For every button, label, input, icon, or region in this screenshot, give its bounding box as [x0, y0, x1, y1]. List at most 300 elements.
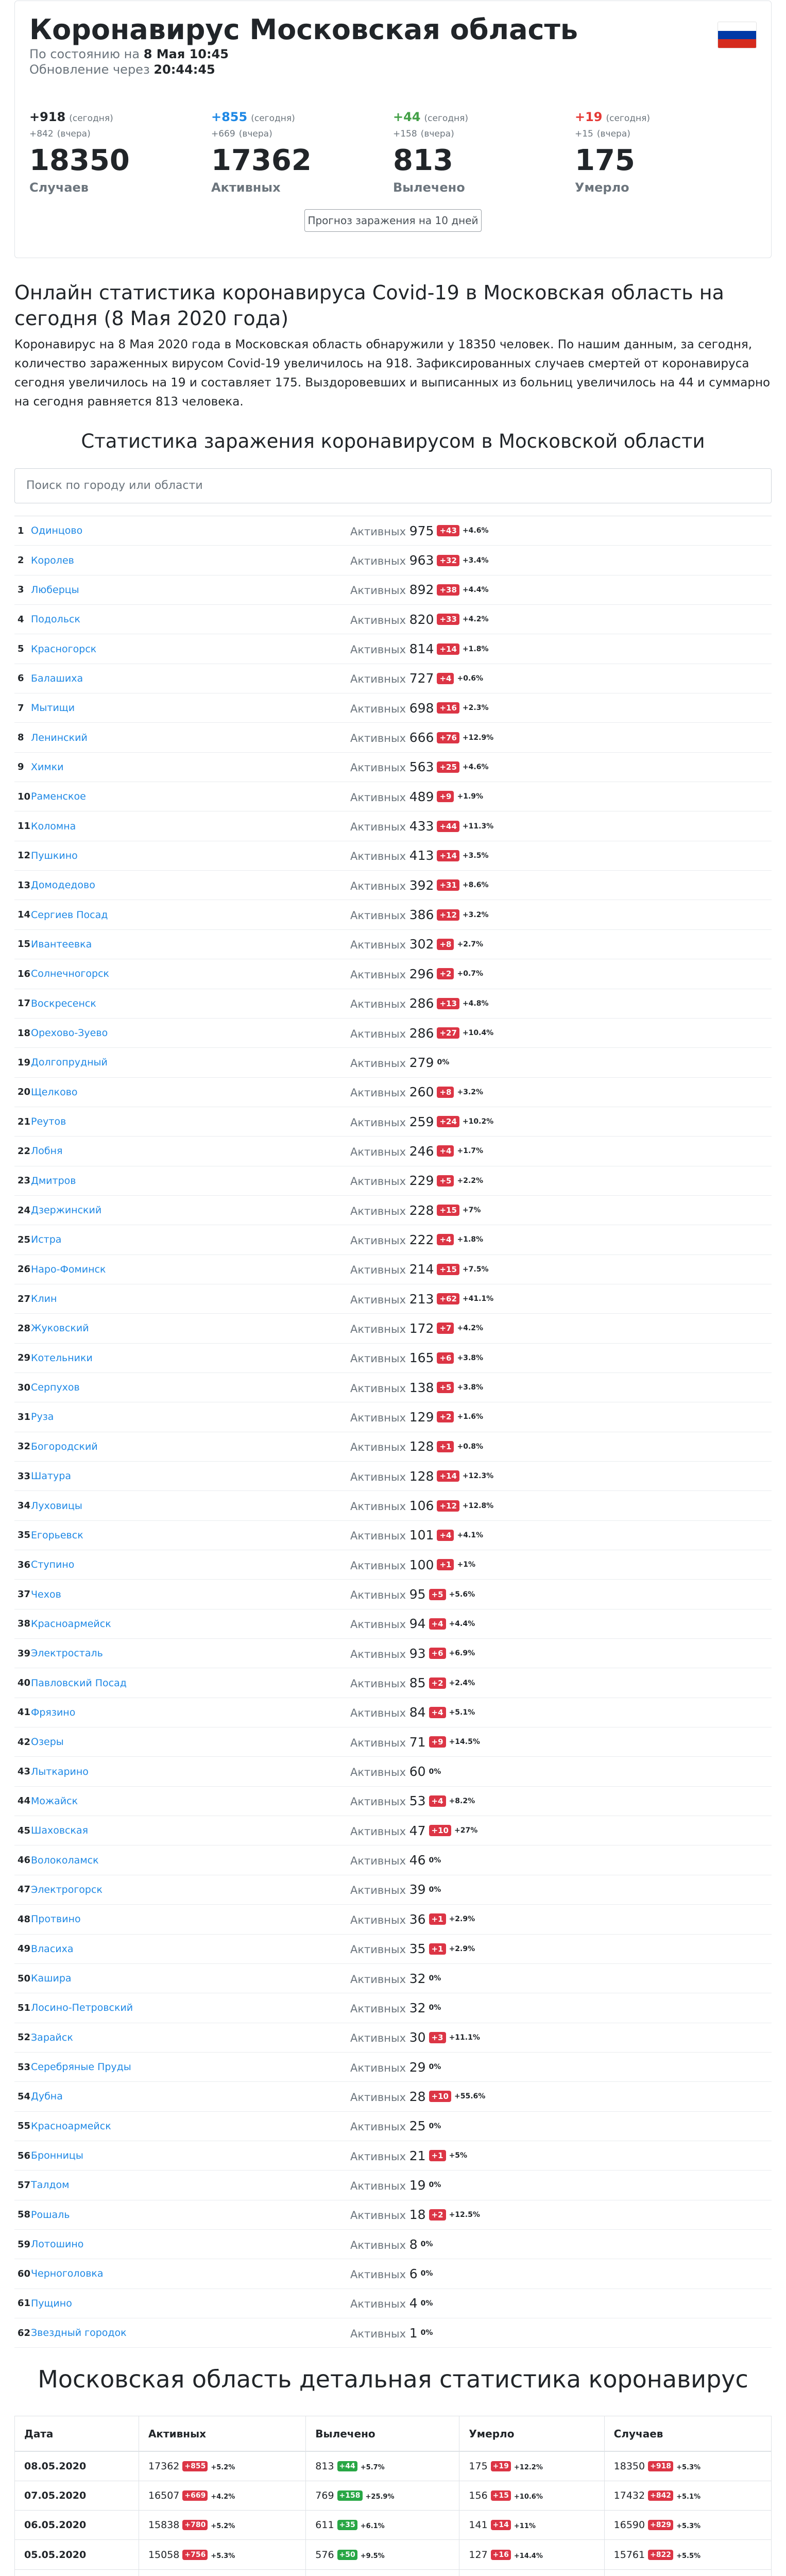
- stat-yesterday-value: +669: [211, 129, 235, 139]
- value-cell: [139, 2569, 305, 2576]
- list-item: [14, 1875, 772, 1905]
- main-heading: Онлайн статистика коронавируса Covid-19 в Московская область на сегодня (8 Мая 2020 года): [14, 281, 724, 330]
- cell-value: 127: [469, 2549, 488, 2561]
- active-label: Активных: [350, 1116, 406, 1129]
- city-link[interactable]: Сергиев Посад: [31, 909, 108, 921]
- active-count: 4: [409, 2296, 418, 2311]
- cell-value: 576: [315, 2549, 334, 2561]
- active-label: Активных: [350, 998, 406, 1011]
- delta-badge: +669: [182, 2490, 208, 2501]
- city-link[interactable]: Руза: [31, 1411, 54, 1423]
- cell-value: 611: [315, 2519, 334, 2531]
- date-cell: 08.05.2020: [15, 2451, 139, 2481]
- date-cell: 06.05.2020: [15, 2511, 139, 2540]
- city-link[interactable]: Звездный городок: [31, 2327, 127, 2339]
- city-link[interactable]: Пушкино: [31, 850, 78, 861]
- delta-percent: 0%: [429, 1974, 441, 1983]
- active-count: 666: [409, 730, 434, 745]
- list-item: [14, 871, 772, 900]
- city-active: [350, 1735, 426, 1750]
- city-link[interactable]: Домодедово: [31, 879, 95, 891]
- value-cell: [139, 2511, 305, 2540]
- value-cell: [604, 2451, 771, 2481]
- list-item: [14, 1787, 772, 1816]
- city-link[interactable]: Истра: [31, 1234, 62, 1246]
- city-link[interactable]: Луховицы: [31, 1500, 82, 1512]
- value-cell: [306, 2451, 459, 2481]
- city-link[interactable]: Щелково: [31, 1086, 78, 1098]
- list-item: [14, 1935, 772, 1964]
- delta-percent: 0%: [429, 2063, 441, 2072]
- list-item: [14, 1964, 772, 1993]
- delta-badge: +8: [437, 1087, 454, 1098]
- city-link[interactable]: Ленинский: [31, 732, 88, 743]
- active-count: 138: [409, 1380, 434, 1395]
- delta-badge: +4: [437, 1234, 454, 1245]
- city-link[interactable]: Солнечногорск: [31, 968, 110, 980]
- active-label: Активных: [350, 1943, 406, 1956]
- delta-badge: +4: [429, 1795, 446, 1807]
- delta-percent: +25.9%: [365, 2493, 395, 2501]
- city-active: [350, 730, 434, 745]
- delta-badge: +15: [437, 1205, 459, 1216]
- city-rank: 54: [18, 2091, 31, 2102]
- city-link[interactable]: Серпухов: [31, 1382, 80, 1394]
- stat-today-label: (сегодня): [606, 113, 651, 124]
- stat-today-value: +855: [211, 110, 248, 124]
- delta-percent: +1%: [457, 1561, 475, 1569]
- city-rank: 43: [18, 1766, 31, 1777]
- city-rank: 4: [18, 614, 24, 625]
- active-label: Активных: [350, 525, 406, 538]
- active-count: 698: [409, 700, 434, 716]
- stat-yesterday: [211, 125, 393, 142]
- stat-yesterday: [29, 125, 211, 142]
- list-item: [14, 1727, 772, 1757]
- delta-badge: +16: [437, 702, 459, 714]
- city-link[interactable]: Подольск: [31, 614, 80, 625]
- active-count: 101: [409, 1528, 434, 1543]
- city-link[interactable]: Балашиха: [31, 672, 83, 684]
- delta-percent: +5.5%: [676, 2552, 701, 2560]
- active-count: 25: [409, 2119, 426, 2134]
- active-label: Активных: [350, 761, 406, 774]
- delta-badge: +5: [437, 1382, 454, 1393]
- city-active: [350, 1350, 434, 1365]
- list-item: [14, 2082, 772, 2111]
- city-link[interactable]: Фрязино: [31, 1706, 76, 1718]
- stat-today-value: +44: [393, 110, 421, 124]
- city-active: [350, 1823, 426, 1838]
- city-link[interactable]: Лосино-Петровский: [31, 2002, 133, 2014]
- city-link[interactable]: Богородский: [31, 1440, 98, 1452]
- city-rank: 42: [18, 1736, 31, 1748]
- city-active: [350, 2207, 426, 2222]
- delta-percent: +2.3%: [462, 704, 489, 713]
- city-link[interactable]: Жуковский: [31, 1323, 89, 1334]
- list-item: [14, 1284, 772, 1314]
- city-active: [350, 1439, 434, 1454]
- city-link[interactable]: Дмитров: [31, 1175, 76, 1187]
- delta-percent: 0%: [429, 1885, 441, 1894]
- delta-percent: +3.8%: [457, 1383, 484, 1392]
- list-item: [14, 1078, 772, 1107]
- city-active: [350, 2326, 418, 2341]
- delta-badge: +15: [491, 2490, 511, 2501]
- city-rank: 60: [18, 2268, 31, 2279]
- city-link[interactable]: Талдом: [31, 2179, 70, 2191]
- city-link[interactable]: Зарайск: [31, 2031, 73, 2043]
- stat-today: [393, 110, 575, 125]
- city-link[interactable]: Наро-Фоминск: [31, 1263, 106, 1275]
- city-rank: 29: [18, 1352, 31, 1364]
- active-label: Активных: [350, 1441, 406, 1454]
- delta-percent: +4.6%: [462, 762, 489, 771]
- active-label: Активных: [350, 2209, 406, 2222]
- stat-value: 17362: [211, 144, 312, 177]
- delta-percent: +5.1%: [449, 1708, 475, 1717]
- city-link[interactable]: Долгопрудный: [31, 1057, 108, 1069]
- active-count: 128: [409, 1439, 434, 1454]
- city-rank: 20: [18, 1087, 31, 1098]
- city-link[interactable]: Власиха: [31, 1943, 74, 1955]
- list-item: [14, 900, 772, 929]
- city-active: [350, 2119, 426, 2133]
- city-link[interactable]: Лобня: [31, 1145, 63, 1157]
- city-rank: 16: [18, 968, 31, 979]
- active-label: Активных: [350, 1677, 406, 1690]
- list-item: [14, 989, 772, 1019]
- city-active: [350, 1144, 434, 1159]
- city-active: [350, 967, 434, 981]
- list-item: [14, 1609, 772, 1639]
- delta-badge: +855: [182, 2461, 208, 2471]
- city-link[interactable]: Бронницы: [31, 2150, 83, 2162]
- city-active: [350, 759, 434, 774]
- list-item: [14, 575, 772, 605]
- active-count: 36: [409, 1911, 426, 1927]
- delta-badge: +14: [437, 1470, 459, 1482]
- city-active: [350, 641, 434, 656]
- city-link[interactable]: Ивантеевка: [31, 938, 92, 950]
- city-link[interactable]: Красноармейск: [31, 2120, 111, 2132]
- city-rank: 10: [18, 791, 31, 802]
- active-count: 6: [409, 2266, 418, 2281]
- active-count: 28: [409, 2089, 426, 2104]
- city-link[interactable]: Электрогорск: [31, 1884, 102, 1895]
- active-label: Активных: [350, 1352, 406, 1365]
- city-rank: 39: [18, 1648, 31, 1659]
- city-link[interactable]: Королев: [31, 554, 74, 566]
- active-label: Активных: [350, 614, 406, 626]
- description: Коронавирус на 8 Мая 2020 года в Московская область обнаружили у 18350 человек. По нашим данным, за сегодня, количество зараженных вирусом Covid-19 увеличилось на 918. Зафиксированных случаев смертей от коронавируса сегодня увеличилось на 19 и составляет 175. Выздоровевших и выписанных из больниц увеличилось на 44 и суммарно на сегодня равняется 813 человека.: [14, 338, 771, 409]
- list-item: [14, 1491, 772, 1520]
- city-link[interactable]: Пущино: [31, 2297, 72, 2309]
- city-link[interactable]: Мытищи: [31, 702, 75, 714]
- active-label: Активных: [350, 879, 406, 892]
- value-cell: [604, 2540, 771, 2569]
- city-active: [350, 1173, 434, 1188]
- city-link[interactable]: Дубна: [31, 2091, 63, 2103]
- stat-label: Случаев: [29, 180, 89, 195]
- city-link[interactable]: Электросталь: [31, 1648, 103, 1659]
- active-count: 60: [409, 1764, 426, 1780]
- city-link[interactable]: Лыткарино: [31, 1766, 89, 1777]
- active-count: 18: [409, 2207, 426, 2223]
- city-link[interactable]: Красноармейск: [31, 1618, 111, 1630]
- stat-today-label: (сегодня): [69, 113, 113, 124]
- city-link[interactable]: Орехово-Зуево: [31, 1027, 108, 1039]
- city-rank: 12: [18, 850, 31, 861]
- city-link[interactable]: Лотошино: [31, 2239, 84, 2250]
- active-label: Активных: [350, 2032, 406, 2045]
- city-active: [350, 523, 434, 538]
- delta-badge: +9: [429, 1736, 446, 1748]
- city-link[interactable]: Раменское: [31, 791, 86, 803]
- stat-today-label: (сегодня): [424, 113, 469, 124]
- delta-percent: 0%: [429, 1767, 441, 1776]
- delta-percent: +4.8%: [462, 999, 489, 1008]
- cell-value: 813: [315, 2460, 334, 2472]
- active-label: Активных: [350, 702, 406, 715]
- city-active: [350, 2001, 426, 2015]
- delta-badge: +6: [437, 1352, 454, 1364]
- list-item: [14, 2259, 772, 2289]
- delta-percent: 0%: [420, 2329, 433, 2337]
- value-cell: [459, 2451, 604, 2481]
- city-link[interactable]: Химки: [31, 761, 64, 773]
- city-link[interactable]: Кашира: [31, 1973, 72, 1985]
- delta-percent: +3.5%: [462, 851, 489, 860]
- delta-badge: +829: [648, 2520, 673, 2530]
- city-link[interactable]: Клин: [31, 1293, 57, 1305]
- delta-badge: +8: [437, 939, 454, 950]
- city-active: [350, 582, 434, 597]
- active-label: Активных: [350, 1087, 406, 1099]
- city-rank: 25: [18, 1234, 31, 1245]
- city-rank: 26: [18, 1264, 31, 1275]
- city-link[interactable]: Реутов: [31, 1116, 66, 1128]
- cell-value: 18350: [613, 2460, 645, 2472]
- as-of-line: По состоянию на 8 Мая 10:45: [29, 47, 229, 61]
- delta-percent: +3.8%: [457, 1353, 484, 1362]
- city-active: [350, 2030, 426, 2045]
- delta-percent: +11%: [514, 2522, 536, 2531]
- table-header: Вылечено: [306, 2416, 459, 2451]
- delta-badge: +2: [437, 1411, 454, 1422]
- active-label: Активных: [350, 1736, 406, 1749]
- city-list: [14, 516, 772, 2348]
- delta-percent: +2.9%: [449, 1915, 475, 1924]
- list-item: [14, 1373, 772, 1402]
- city-link[interactable]: Серебряные Пруды: [31, 2061, 131, 2073]
- city-link[interactable]: Черноголовка: [31, 2268, 104, 2280]
- list-item: [14, 1993, 772, 2023]
- stat-today-label: (сегодня): [251, 113, 295, 124]
- detail-table: [14, 2416, 772, 2576]
- delta-percent: +11.1%: [449, 2033, 480, 2042]
- city-link[interactable]: Павловский Посад: [31, 1677, 127, 1689]
- list-item: [14, 930, 772, 959]
- city-link[interactable]: Волоколамск: [31, 1854, 99, 1866]
- city-active: [350, 2266, 418, 2281]
- active-count: 129: [409, 1409, 434, 1425]
- city-link[interactable]: Рошаль: [31, 2209, 70, 2221]
- delta-badge: +16: [491, 2550, 511, 2560]
- city-link[interactable]: Дзержинский: [31, 1205, 102, 1216]
- active-count: 95: [409, 1587, 426, 1602]
- table-row: [15, 2540, 772, 2569]
- cell-value: 175: [469, 2460, 488, 2472]
- date-cell: 05.05.2020: [15, 2540, 139, 2569]
- city-link[interactable]: Чехов: [31, 1588, 61, 1600]
- active-count: 229: [409, 1173, 434, 1189]
- table-header: Умерло: [459, 2416, 604, 2451]
- city-link[interactable]: Шаховская: [31, 1825, 89, 1837]
- delta-badge: +1: [429, 1943, 446, 1955]
- active-count: 172: [409, 1320, 434, 1336]
- active-label: Активных: [350, 1027, 406, 1040]
- delta-percent: 0%: [429, 2181, 441, 2190]
- stat-today: [575, 110, 757, 125]
- list-item: [14, 811, 772, 841]
- list-item: [14, 693, 772, 723]
- delta-percent: +5.2%: [211, 2522, 235, 2531]
- list-item: [14, 634, 772, 664]
- delta-badge: +1: [437, 1441, 454, 1452]
- active-count: 19: [409, 2177, 426, 2193]
- list-item: [14, 2289, 772, 2318]
- list-item: [14, 959, 772, 989]
- active-label: Активных: [350, 1205, 406, 1217]
- list-item: [14, 1845, 772, 1875]
- city-link[interactable]: Люберцы: [31, 584, 79, 596]
- city-rank: 41: [18, 1707, 31, 1718]
- delta-badge: +14: [491, 2520, 511, 2530]
- city-link[interactable]: Протвино: [31, 1913, 81, 1925]
- list-item: [14, 1137, 772, 1166]
- delta-percent: 0%: [429, 2004, 441, 2012]
- delta-percent: +12.3%: [462, 1472, 494, 1481]
- list-item: [14, 2171, 772, 2200]
- delta-percent: +4.2%: [457, 1324, 484, 1333]
- delta-badge: +14: [437, 643, 459, 655]
- city-link[interactable]: Озеры: [31, 1736, 64, 1748]
- delta-badge: +33: [437, 614, 459, 625]
- city-link[interactable]: Шатура: [31, 1470, 71, 1482]
- active-label: Активных: [350, 1057, 406, 1070]
- city-link[interactable]: Егорьевск: [31, 1529, 83, 1541]
- delta-badge: +822: [648, 2550, 673, 2560]
- delta-percent: +1.9%: [457, 792, 484, 801]
- table-header: Случаев: [604, 2416, 771, 2451]
- delta-percent: +12.5%: [449, 2210, 480, 2219]
- city-rank: 18: [18, 1027, 31, 1039]
- active-label: Активных: [350, 821, 406, 834]
- city-active: [350, 996, 434, 1011]
- city-link[interactable]: Коломна: [31, 820, 76, 832]
- list-item: [14, 1314, 772, 1343]
- active-count: 21: [409, 2148, 426, 2163]
- list-item: [14, 1816, 772, 1845]
- city-active: [350, 1203, 434, 1218]
- city-rank: 56: [18, 2150, 31, 2161]
- delta-percent: +7.5%: [462, 1265, 489, 1274]
- cell-value: 16507: [148, 2489, 180, 2501]
- stat-yesterday-value: +158: [393, 129, 417, 139]
- active-count: 892: [409, 582, 434, 598]
- delta-percent: +5%: [449, 2151, 468, 2160]
- active-label: Активных: [350, 968, 406, 981]
- city-rank: 21: [18, 1116, 31, 1127]
- city-rank: 24: [18, 1205, 31, 1216]
- list-item: [14, 664, 772, 693]
- city-rank: 6: [18, 673, 24, 684]
- table-row: [15, 2481, 772, 2510]
- stat-value: 175: [575, 144, 635, 177]
- city-link[interactable]: Одинцово: [31, 525, 83, 537]
- active-label: Активных: [350, 1175, 406, 1188]
- delta-badge: +44: [437, 821, 459, 832]
- city-link[interactable]: Красногорск: [31, 643, 97, 655]
- delta-percent: +12.9%: [462, 733, 494, 742]
- city-active: [350, 1941, 426, 1956]
- city-link[interactable]: Воскресенск: [31, 997, 96, 1009]
- search-input[interactable]: Поиск по городу или области: [14, 468, 772, 503]
- delta-badge: +842: [648, 2490, 673, 2501]
- list-item: [14, 516, 772, 546]
- delta-badge: +35: [337, 2520, 357, 2530]
- date-cell: 07.05.2020: [15, 2481, 139, 2510]
- list-item: [14, 782, 772, 811]
- list-item: [14, 1255, 772, 1284]
- active-count: 563: [409, 759, 434, 775]
- city-link[interactable]: Котельники: [31, 1352, 93, 1364]
- city-rank: 61: [18, 2298, 31, 2309]
- city-rank: 47: [18, 1884, 31, 1895]
- city-active: [350, 1026, 434, 1041]
- active-label: Активных: [350, 1589, 406, 1602]
- delta-badge: +2: [429, 1677, 446, 1689]
- active-count: 259: [409, 1114, 434, 1129]
- active-count: 1: [409, 2325, 418, 2341]
- active-label: Активных: [350, 1855, 406, 1868]
- delta-percent: +1.8%: [457, 1235, 484, 1244]
- active-label: Активных: [350, 791, 406, 804]
- delta-badge: +4: [437, 1145, 454, 1157]
- active-count: 286: [409, 1025, 434, 1041]
- delta-badge: +4: [437, 673, 454, 684]
- city-link[interactable]: Ступино: [31, 1559, 75, 1571]
- delta-percent: +1.6%: [457, 1413, 484, 1421]
- list-item: [14, 1462, 772, 1491]
- delta-percent: +3.2%: [462, 910, 489, 919]
- delta-badge: +1: [429, 1913, 446, 1925]
- delta-percent: +2.7%: [457, 940, 484, 948]
- delta-percent: 0%: [437, 1058, 450, 1067]
- active-count: 128: [409, 1468, 434, 1484]
- forecast-button[interactable]: Прогноз заражения на 10 дней: [304, 209, 482, 232]
- city-active: [350, 1114, 434, 1129]
- active-count: 246: [409, 1143, 434, 1159]
- delta-percent: 0%: [429, 1856, 441, 1865]
- value-cell: [459, 2569, 604, 2576]
- city-link[interactable]: Можайск: [31, 1795, 78, 1807]
- active-count: 39: [409, 1882, 426, 1897]
- city-rank: 35: [18, 1530, 31, 1541]
- stat-yesterday: [575, 125, 757, 142]
- stat-yesterday-value: +15: [575, 129, 593, 139]
